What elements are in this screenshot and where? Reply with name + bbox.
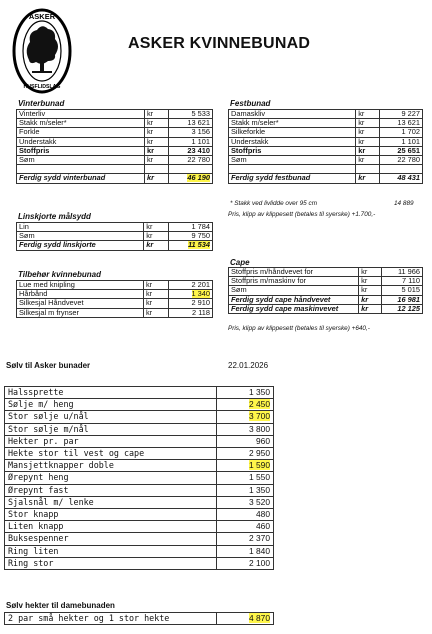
item-label [17, 165, 145, 174]
hekter-table [4, 612, 274, 625]
silver-item-label: Halssprette [5, 387, 217, 399]
highlighted-price: 11 534 [187, 240, 210, 250]
item-price: 1 101 [169, 137, 213, 146]
silver-row [5, 460, 274, 472]
price-row [17, 241, 213, 250]
silver-item-label: Ring stor [5, 557, 217, 569]
item-label: Søm [229, 156, 356, 165]
item-price: 12 125 [382, 304, 423, 313]
silver-item-label: 2 par små hekter og 1 stor hekte [5, 613, 217, 625]
price-row [229, 110, 423, 119]
currency-unit: kr [143, 299, 168, 308]
silver-item-label: Ørepynt heng [5, 472, 217, 484]
currency-unit: kr [356, 137, 380, 146]
price-row [17, 156, 213, 165]
item-price: 48 431 [380, 174, 423, 183]
silver-item-label: Hekter pr. par [5, 435, 217, 447]
silver-row [5, 545, 274, 557]
currency-unit [356, 165, 380, 174]
price-row [229, 165, 423, 174]
item-price: 1 784 [168, 223, 212, 232]
tilbehor-heading: Tilbehør kvinnebunad [18, 270, 101, 279]
item-price: 5 533 [169, 110, 213, 119]
solv-heading: Sølv til Asker bunader [6, 361, 91, 370]
silver-item-label: Stor sølje u/nål [5, 411, 217, 423]
currency-unit [144, 165, 168, 174]
item-price: 25 651 [380, 146, 423, 155]
silver-item-price: 960 [217, 435, 274, 447]
currency-unit: kr [359, 295, 382, 304]
silver-item-label: Stor sølje m/nål [5, 423, 217, 435]
silver-row [5, 435, 274, 447]
price-row [17, 146, 213, 155]
tilbehor-table [16, 280, 213, 318]
price-row [17, 165, 213, 174]
item-label: Understakk [17, 137, 145, 146]
silver-row [5, 387, 274, 399]
item-price: 9 750 [168, 232, 212, 241]
silver-row [5, 411, 274, 423]
festbunad-heading: Festbunad [230, 99, 271, 108]
highlighted-price: 4 870 [249, 613, 270, 623]
currency-unit: kr [144, 241, 168, 250]
currency-unit: kr [144, 110, 168, 119]
festbunad-price-note: Pris, klipp av klippesett (betales til syerske) +1.700,- [228, 211, 376, 218]
item-price: 23 410 [169, 146, 213, 155]
hekter-heading: Sølv hekter til damebunaden [6, 601, 115, 610]
silver-item-label: Ring liten [5, 545, 217, 557]
cape-price-note: Pris, klipp av klippesett (betales til syerske) +640,- [228, 325, 370, 332]
item-label: Stakk m/seler* [17, 119, 145, 128]
asker-husflidslag-logo [12, 8, 72, 94]
currency-unit: kr [144, 223, 168, 232]
currency-unit: kr [356, 110, 380, 119]
item-price [380, 165, 423, 174]
item-price: 22 780 [380, 156, 423, 165]
silver-row [5, 557, 274, 569]
item-price: 13 621 [169, 119, 213, 128]
currency-unit: kr [356, 146, 380, 155]
highlighted-price: 3 700 [249, 411, 270, 422]
item-price: 7 110 [382, 277, 423, 286]
silver-item-label: Stor knapp [5, 509, 217, 521]
highlighted-price: 2 450 [249, 399, 270, 410]
silver-item-price: 460 [217, 521, 274, 533]
price-row [17, 281, 213, 290]
item-label: Silkesjal Håndvevet [17, 299, 144, 308]
item-label: Stoffpris [229, 146, 356, 155]
item-label: Silkesjal m frynser [17, 308, 144, 317]
item-label: Understakk [229, 137, 356, 146]
solv-table [4, 386, 274, 570]
silver-item-price: 2 100 [217, 557, 274, 569]
item-price [169, 174, 213, 183]
item-label [229, 165, 356, 174]
item-label: Stoffpris m/maskinv for [229, 277, 359, 286]
festbunad-footnote-value: 14 889 [394, 200, 414, 207]
silver-row [5, 496, 274, 508]
price-row [17, 110, 213, 119]
silver-item-label: Liten knapp [5, 521, 217, 533]
currency-unit: kr [356, 174, 380, 183]
silver-item-label: Mansjettknapper doble [5, 460, 217, 472]
price-row [17, 119, 213, 128]
solv-date: 22.01.2026 [228, 361, 269, 370]
currency-unit: kr [356, 128, 380, 137]
price-row [229, 304, 423, 313]
item-label: Hårbånd [17, 290, 144, 299]
price-row [17, 308, 213, 317]
silver-item-price: 3 520 [217, 496, 274, 508]
price-row [17, 290, 213, 299]
price-row [17, 232, 213, 241]
silver-item-label: Hekte stor til vest og cape [5, 448, 217, 460]
item-label: Søm [17, 156, 145, 165]
silver-row [5, 613, 274, 625]
item-price: 2 118 [168, 308, 212, 317]
silver-item-label: Ørepynt fast [5, 484, 217, 496]
logo-top-text: ASKER [28, 12, 56, 21]
item-price: 2 910 [168, 299, 212, 308]
item-price: 3 156 [169, 128, 213, 137]
silver-row [5, 423, 274, 435]
silver-row [5, 448, 274, 460]
item-price: 22 780 [169, 156, 213, 165]
vinterbunad-heading: Vinterbunad [18, 99, 65, 108]
silver-item-price: 2 950 [217, 448, 274, 460]
item-price [168, 241, 212, 250]
item-label: Ferdig sydd festbunad [229, 174, 356, 183]
item-label: Ferdig sydd cape maskinvevet [229, 304, 359, 313]
item-label: Stakk m/seler* [229, 119, 356, 128]
item-label: Lue med knipling [17, 281, 144, 290]
currency-unit: kr [143, 308, 168, 317]
item-price: 13 621 [380, 119, 423, 128]
cape-table [228, 267, 423, 314]
item-label: Søm [17, 232, 144, 241]
item-price: 1 101 [380, 137, 423, 146]
currency-unit: kr [144, 128, 168, 137]
silver-row [5, 533, 274, 545]
linskjorte-table [16, 222, 213, 251]
silver-item-price: 1 350 [217, 387, 274, 399]
silver-item-price [217, 460, 274, 472]
item-price: 2 201 [168, 281, 212, 290]
festbunad-table [228, 109, 423, 184]
silver-row [5, 521, 274, 533]
silver-item-price: 1 840 [217, 545, 274, 557]
silver-row [5, 399, 274, 411]
item-label: Ferdig sydd linskjorte [17, 241, 144, 250]
currency-unit: kr [144, 174, 168, 183]
price-row [229, 128, 423, 137]
price-row [229, 295, 423, 304]
currency-unit: kr [356, 119, 380, 128]
currency-unit: kr [356, 156, 380, 165]
price-row [229, 277, 423, 286]
price-row [229, 174, 423, 183]
logo-bottom-text: HUSFLIDSLAG [23, 84, 61, 90]
item-label: Forkle [17, 128, 145, 137]
item-label: Søm [229, 286, 359, 295]
price-row [229, 286, 423, 295]
currency-unit: kr [143, 290, 168, 299]
item-price: 5 015 [382, 286, 423, 295]
item-label: Stoffpris [17, 146, 145, 155]
price-row [17, 137, 213, 146]
item-label: Damaskliv [229, 110, 356, 119]
item-label: Ferdig sydd cape håndvevet [229, 295, 359, 304]
item-price: 1 702 [380, 128, 423, 137]
price-row [17, 128, 213, 137]
currency-unit: kr [144, 232, 168, 241]
item-price: 9 227 [380, 110, 423, 119]
highlighted-price: 1 340 [191, 289, 210, 299]
linskjorte-heading: Linskjorte målsydd [18, 212, 91, 221]
cape-heading: Cape [230, 258, 250, 267]
silver-item-label: Sjalsnål m/ lenke [5, 496, 217, 508]
currency-unit: kr [144, 156, 168, 165]
price-row [229, 156, 423, 165]
item-price [168, 290, 212, 299]
price-row [229, 146, 423, 155]
price-row [229, 119, 423, 128]
silver-item-price [217, 399, 274, 411]
silver-item-price: 1 350 [217, 484, 274, 496]
item-label: Stoffpris m/håndvevet for [229, 268, 359, 277]
silver-item-price [217, 411, 274, 423]
silver-row [5, 509, 274, 521]
item-label: Silkeforkle [229, 128, 356, 137]
highlighted-price: 1 590 [249, 460, 270, 471]
price-row [229, 268, 423, 277]
silver-item-price: 3 800 [217, 423, 274, 435]
price-row [17, 223, 213, 232]
currency-unit: kr [144, 137, 168, 146]
silver-item-price [217, 613, 274, 625]
currency-unit: kr [359, 304, 382, 313]
silver-row [5, 472, 274, 484]
price-row [17, 299, 213, 308]
silver-item-price: 2 370 [217, 533, 274, 545]
silver-item-label: Buksespenner [5, 533, 217, 545]
page-title: ASKER KVINNEBUNAD [128, 35, 311, 52]
item-price: 11 966 [382, 268, 423, 277]
currency-unit: kr [144, 146, 168, 155]
currency-unit: kr [359, 277, 382, 286]
silver-item-price: 1 550 [217, 472, 274, 484]
currency-unit: kr [359, 286, 382, 295]
item-label: Lin [17, 223, 144, 232]
currency-unit: kr [359, 268, 382, 277]
silver-item-label: Sølje m/ heng [5, 399, 217, 411]
item-label: Ferdig sydd vinterbunad [17, 174, 145, 183]
festbunad-footnote: * Stakk ved livlidde over 95 cm [230, 200, 318, 207]
price-row [17, 174, 213, 183]
price-row [229, 137, 423, 146]
highlighted-price: 46 190 [187, 173, 210, 183]
currency-unit: kr [144, 119, 168, 128]
silver-row [5, 484, 274, 496]
silver-item-price: 480 [217, 509, 274, 521]
item-price: 16 981 [382, 295, 423, 304]
currency-unit: kr [143, 281, 168, 290]
item-label: Vinterliv [17, 110, 145, 119]
vinterbunad-table [16, 109, 213, 184]
item-price [169, 165, 213, 174]
